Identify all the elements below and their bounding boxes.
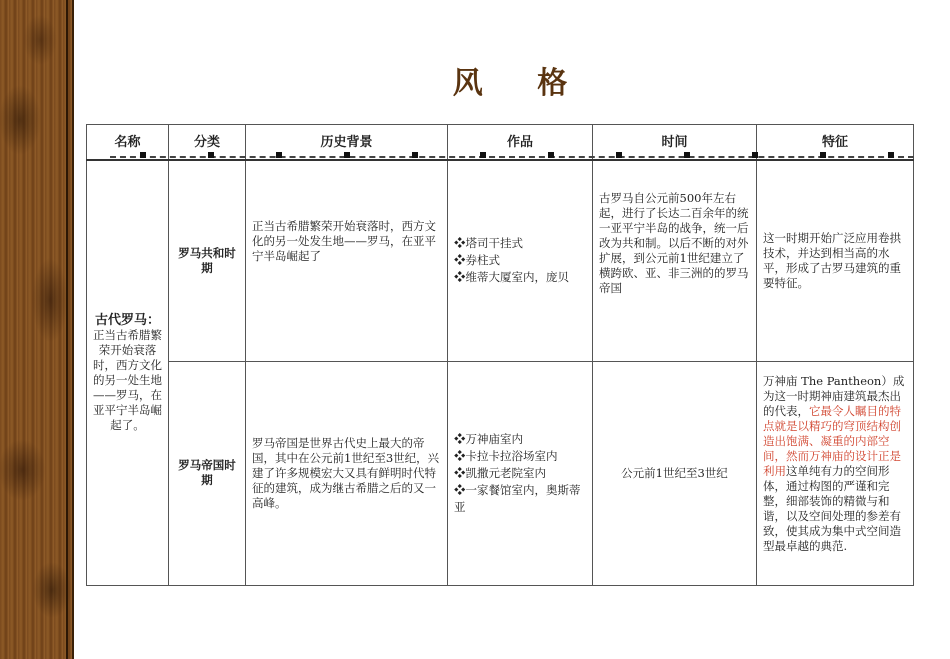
list-item: ❖券柱式	[454, 253, 500, 268]
header-name: 名称	[87, 125, 169, 161]
list-item: ❖维蒂大厦室内，庞贝	[454, 270, 569, 285]
category-empire: 罗马帝国时期	[169, 361, 246, 586]
list-item: ❖卡拉卡拉浴场室内	[454, 448, 558, 463]
table-row	[87, 160, 914, 361]
header-time: 时间	[593, 125, 757, 161]
background-empire: 罗马帝国是世界古代史上最大的帝国，其中在公元前1世纪至3世纪，兴建了许多规模宏大又具有鲜明时代特征的建筑，成为继古希腊之后的又一高峰。	[246, 361, 448, 586]
header-works: 作品	[448, 125, 593, 161]
divider-marker	[276, 152, 282, 158]
feature-republic: 这一时期开始广泛应用卷拱技术，并达到相当高的水平，形成了古罗马建筑的重要特征。	[757, 160, 914, 361]
divider-marker	[684, 152, 690, 158]
works-republic	[448, 160, 593, 361]
category-republic: 罗马共和时期	[169, 160, 246, 361]
divider-marker	[412, 152, 418, 158]
table-row	[87, 361, 914, 586]
header-feature: 特征	[757, 125, 914, 161]
divider-marker	[208, 152, 214, 158]
name-text: 正当古希腊繁荣开始衰落时，西方文化的另一处生地——罗马，在亚平宁半岛崛起了。	[93, 328, 162, 432]
divider-marker	[820, 152, 826, 158]
divider-marker	[480, 152, 486, 158]
divider-marker	[344, 152, 350, 158]
feature-text-highlight: 它最令人瞩目的特点就是以精巧的穹顶结构创造出饱满、凝重的内部空间，然而万神庙的设计正是利用	[763, 403, 901, 478]
header-background: 历史背景	[246, 125, 448, 161]
background-republic: 正当古希腊繁荣开始衰落时，西方文化的另一处发生地——罗马，在亚平宁半岛崛起了	[246, 160, 448, 361]
style-table	[86, 124, 914, 586]
header-category: 分类	[169, 125, 246, 161]
feature-text-b: 这单纯有力的空间形体，通过构图的严谨和完整，细部装饰的精微与和谐，以及空间处理的参差有致，使其成为集中式空间造型最卓越的典范.	[763, 463, 901, 553]
divider-marker	[752, 152, 758, 158]
list-item: ❖一家餐馆室内，奥斯蒂亚	[454, 482, 581, 514]
time-empire: 公元前1世纪至3世纪	[593, 361, 757, 586]
list-item: ❖万神庙室内	[454, 431, 523, 446]
divider-marker	[616, 152, 622, 158]
divider-marker	[140, 152, 146, 158]
list-item: ❖塔司干挂式	[454, 236, 523, 251]
works-empire	[448, 361, 593, 586]
name-cell	[87, 160, 169, 586]
feature-text-a: 万神庙 The Pantheon）成为这一时期神庙建筑最杰出的代表，	[763, 373, 905, 418]
page-title: 风 格	[452, 66, 590, 101]
divider-marker	[548, 152, 554, 158]
list-item: ❖凯撒元老院室内	[454, 465, 546, 480]
feature-empire	[757, 361, 914, 586]
name-heading: 古代罗马：	[94, 313, 160, 328]
header-dashed-divider	[110, 156, 914, 158]
time-republic: 古罗马自公元前500年左右起，进行了长达二百余年的统一亚平宁半岛的战争，统一后改为共和制。以后不断的对外扩展，到公元前1世纪建立了横跨欧、亚、非三洲的的罗马帝国	[593, 160, 757, 361]
divider-marker	[888, 152, 894, 158]
